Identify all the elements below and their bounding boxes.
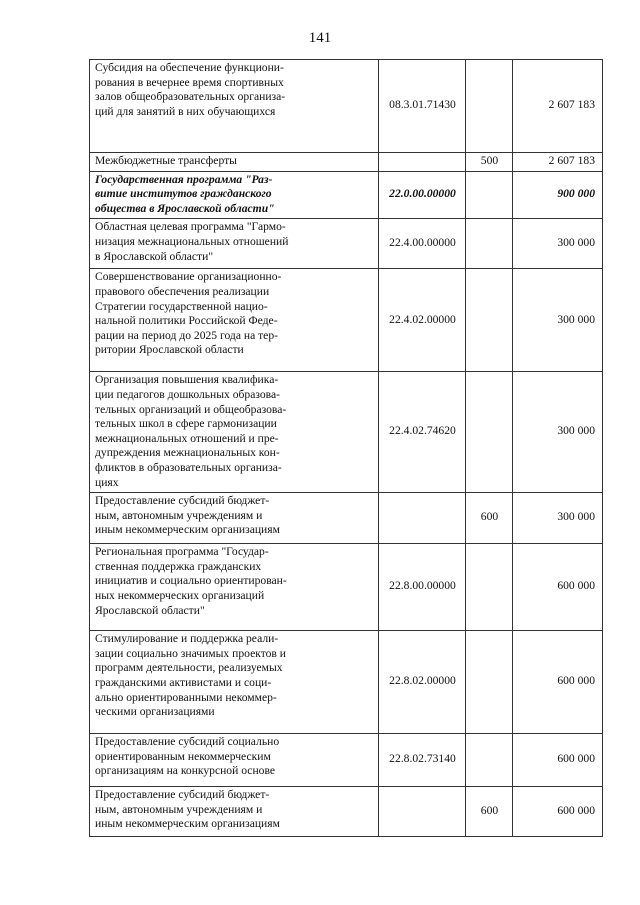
row-expense-type-cell (466, 787, 513, 837)
row-code-cell-text: 22.8.00.00000 (389, 579, 456, 593)
row-sum-cell (513, 171, 603, 219)
row-sum-cell-text: 300 000 (557, 236, 595, 250)
row-sum-cell (513, 153, 603, 172)
row-code-cell-text: 22.0.00.00000 (389, 187, 456, 201)
row-expense-type-cell-text: 600 (480, 803, 499, 817)
row-name-cell-text: Стимулирование и поддержка реали- зации социально значимых проектов и программ деятельности, реализуемых гражданскими активистами и соци- ально ориентированными некоммер- ческими организациями (95, 632, 286, 719)
table-row (90, 219, 603, 269)
row-expense-type-cell-text: 600 (480, 510, 499, 524)
row-sum-cell-text: 600 000 (557, 752, 595, 766)
row-sum-cell (513, 631, 603, 734)
row-name-cell (90, 734, 379, 787)
table-row (90, 372, 603, 493)
row-expense-type-cell (466, 60, 513, 153)
row-code-cell-text: 08.3.01.71430 (389, 98, 456, 112)
row-name-cell-text: Организация повышения квалифика- ции педагогов дошкольных образова- тельных организаций и общеобразова- тельных школ в сфере гармонизации межнациональных отношений и пре- дупреждения межнациональных кон- фликтов в образовательных организа- циях (95, 373, 287, 489)
row-name-cell-text: Предоставление субсидий бюджет- ным, автономным учреждениям и иным некоммерческим организациям (95, 788, 280, 831)
row-code-cell (379, 60, 466, 153)
row-name-cell-text: Региональная программа "Государ- ственная поддержка гражданских инициатив и социально ориентирован- ных некоммерческих организаций Ярославской области" (95, 545, 287, 617)
row-code-cell (379, 544, 466, 631)
row-name-cell (90, 493, 379, 544)
row-expense-type-cell (466, 631, 513, 734)
row-expense-type-cell (466, 372, 513, 493)
row-code-cell (379, 153, 466, 172)
row-name-cell (90, 219, 379, 269)
table-row (90, 493, 603, 544)
row-code-cell (379, 269, 466, 372)
row-name-cell-text: Межбюджетные трансферты (95, 154, 237, 167)
row-code-cell (379, 493, 466, 544)
budget-table (89, 59, 603, 837)
row-expense-type-cell-text: 500 (480, 154, 499, 167)
row-sum-cell-text: 900 000 (557, 187, 595, 201)
row-sum-cell (513, 544, 603, 631)
table-row (90, 153, 603, 172)
table-row (90, 171, 603, 219)
row-name-cell (90, 153, 379, 172)
row-code-cell (379, 219, 466, 269)
row-expense-type-cell (466, 544, 513, 631)
row-code-cell-text: 22.8.02.73140 (389, 752, 456, 766)
row-code-cell-text: 22.4.02.74620 (389, 424, 456, 438)
row-name-cell-text: Совершенствование организационно- правового обеспечения реализации Стратегии государственной нацио- нальной политики Российской Феде- рации на период до 2025 года на тер- ритории Ярославской области (95, 270, 282, 357)
table-row (90, 787, 603, 837)
row-sum-cell (513, 60, 603, 153)
row-sum-cell (513, 493, 603, 544)
row-name-cell (90, 171, 379, 219)
row-name-cell (90, 631, 379, 734)
row-name-cell-text: Предоставление субсидий бюджет- ным, автономным учреждениям и иным некоммерческим организациям (95, 494, 280, 537)
row-code-cell (379, 171, 466, 219)
row-code-cell-text: 22.4.00.00000 (389, 236, 456, 250)
row-sum-cell (513, 734, 603, 787)
row-sum-cell (513, 787, 603, 837)
table-row (90, 269, 603, 372)
table-row (90, 734, 603, 787)
row-name-cell (90, 269, 379, 372)
row-name-cell (90, 544, 379, 631)
table-row (90, 544, 603, 631)
row-sum-cell-text: 2 607 183 (548, 98, 595, 112)
page-number: 141 (308, 30, 332, 46)
row-sum-cell (513, 372, 603, 493)
row-expense-type-cell (466, 493, 513, 544)
row-code-cell (379, 372, 466, 493)
row-name-cell (90, 372, 379, 493)
row-expense-type-cell (466, 171, 513, 219)
budget-table-body (90, 60, 603, 837)
row-sum-cell-text: 2 607 183 (548, 154, 595, 167)
row-name-cell (90, 60, 379, 153)
row-sum-cell-text: 600 000 (557, 579, 595, 593)
row-name-cell-text: Областная целевая программа "Гармо- низация межнациональных отношений в Ярославской области" (95, 220, 289, 263)
row-sum-cell (513, 219, 603, 269)
row-code-cell-text: 22.4.02.00000 (389, 312, 456, 326)
row-sum-cell-text: 600 000 (557, 803, 595, 817)
row-expense-type-cell (466, 153, 513, 172)
row-expense-type-cell (466, 219, 513, 269)
row-sum-cell-text: 300 000 (557, 510, 595, 524)
row-sum-cell-text: 600 000 (557, 674, 595, 688)
table-row (90, 60, 603, 153)
row-sum-cell-text: 300 000 (557, 312, 595, 326)
row-name-cell-text: Государственная программа "Раз- витие институтов гражданского общества в Ярославской области" (95, 172, 275, 215)
row-sum-cell (513, 269, 603, 372)
row-name-cell (90, 787, 379, 837)
row-expense-type-cell (466, 269, 513, 372)
row-expense-type-cell (466, 734, 513, 787)
table-row (90, 631, 603, 734)
row-code-cell-text: 22.8.02.00000 (389, 674, 456, 688)
row-sum-cell-text: 300 000 (557, 424, 595, 438)
row-code-cell (379, 631, 466, 734)
row-code-cell (379, 787, 466, 837)
row-name-cell-text: Субсидия на обеспечение функциони- рования в вечернее время спортивных залов общеобразовательных организа- ций для занятий в них обучающихся (95, 61, 286, 118)
row-name-cell-text: Предоставление субсидий социально ориентированным некоммерческим организациям на конкурсной основе (95, 735, 280, 778)
row-code-cell (379, 734, 466, 787)
